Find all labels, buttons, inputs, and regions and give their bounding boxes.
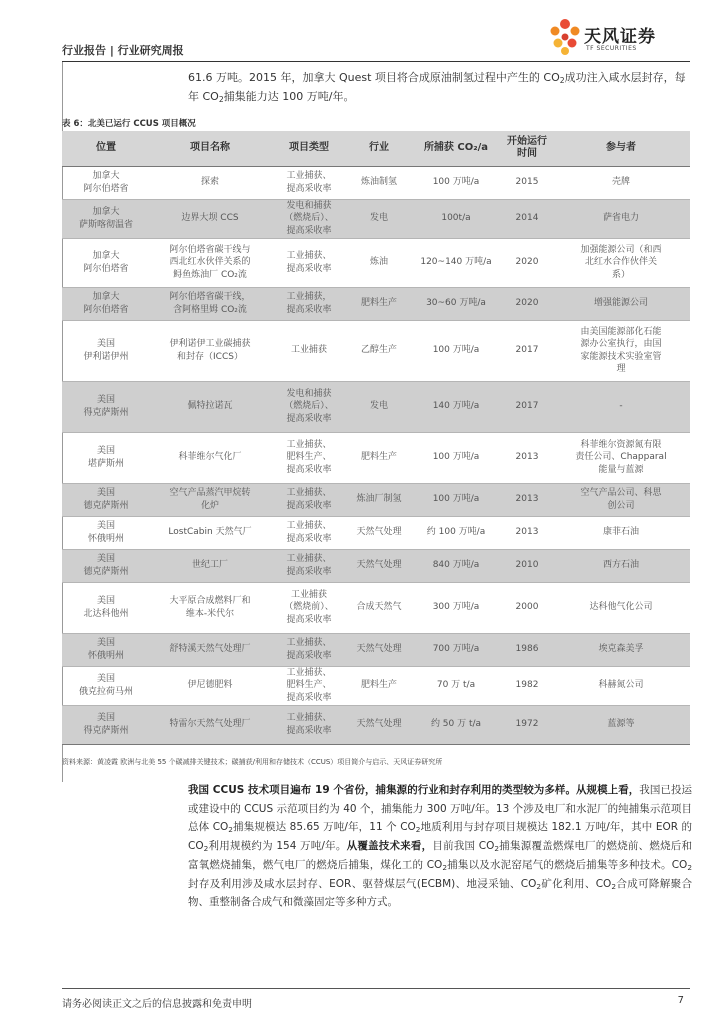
cell-project-type: 工业捕获、 提高采收率 — [270, 483, 348, 516]
logo-english-name: TF SECURITIES — [586, 45, 637, 52]
body-text-4: 利用规模约为 154 万吨/年。 — [208, 840, 347, 853]
cell-participants: 空气产品公司、科思 创公司 — [552, 483, 690, 516]
cell-start-year: 2020 — [502, 287, 552, 320]
cell-location: 美国 怀俄明州 — [62, 633, 150, 666]
cell-participants: 由美国能源部化石能 源办公室执行，由国 家能源技术实验室管 理 — [552, 320, 690, 381]
cell-project-name: 科菲维尔气化厂 — [150, 432, 270, 483]
cell-participants: 加强能源公司（和西 北红水合作伙伴关 系） — [552, 238, 690, 287]
body-sub-9: 2 — [611, 881, 616, 891]
header-project-name: 项目名称 — [150, 131, 270, 166]
cell-participants: 萨省电力 — [552, 199, 690, 238]
cell-project-name: 阿尔伯塔省碳干线与 西北红水伙伴关系的 鲟鱼炼油厂 CO₂流 — [150, 238, 270, 287]
ccus-projects-table — [62, 131, 690, 745]
cell-co2-captured: 100 万吨/a — [410, 432, 502, 483]
cell-industry: 天然气处理 — [348, 549, 410, 582]
table-row — [62, 238, 690, 287]
cell-start-year: 2017 — [502, 381, 552, 432]
cell-start-year: 2013 — [502, 432, 552, 483]
cell-project-type: 发电和捕获 （燃烧后）、 提高采收率 — [270, 381, 348, 432]
cell-industry: 肥料生产 — [348, 432, 410, 483]
cell-project-name: 伊利诺伊工业碳捕获 和封存（ICCS） — [150, 320, 270, 381]
cell-project-type: 工业捕获 — [270, 320, 348, 381]
cell-location: 美国 俄克拉荷马州 — [62, 666, 150, 705]
cell-location: 加拿大 萨斯喀彻温省 — [62, 199, 150, 238]
body-sub-2: 2 — [415, 825, 421, 835]
cell-participants: 西方石油 — [552, 549, 690, 582]
cell-co2-captured: 100 万吨/a — [410, 166, 502, 199]
cell-project-name: 空气产品蒸汽甲烷转 化炉 — [150, 483, 270, 516]
cell-project-type: 工业捕获、 提高采收率 — [270, 705, 348, 744]
header-start-year: 开始运行 时间 — [502, 131, 552, 166]
cell-project-name: 探索 — [150, 166, 270, 199]
cell-co2-captured: 100 万吨/a — [410, 483, 502, 516]
cell-project-name: 特雷尔天然气处理厂 — [150, 705, 270, 744]
cell-participants: 达科他气化公司 — [552, 582, 690, 633]
cell-start-year: 2013 — [502, 516, 552, 549]
table-row — [62, 705, 690, 744]
header-project-type: 项目类型 — [270, 131, 348, 166]
cell-location: 美国 伊利诺伊州 — [62, 320, 150, 381]
table-row — [62, 287, 690, 320]
intro-text-1: 61.6 万吨。2015 年，加拿大 Quest 项目将合成原油制氢过程中产生的 CO — [188, 71, 560, 84]
cell-project-type: 工业捕获， 提高采收率 — [270, 287, 348, 320]
cell-co2-captured: 约 100 万吨/a — [410, 516, 502, 549]
cell-location: 美国 德克萨斯州 — [62, 483, 150, 516]
cell-project-type: 工业捕获、 提高采收率 — [270, 238, 348, 287]
cell-project-type: 工业捕获、 提高采收率 — [270, 633, 348, 666]
table-row — [62, 483, 690, 516]
cell-project-type: 工业捕获、 提高采收率 — [270, 166, 348, 199]
body-text-5: 目前我国 CO — [432, 840, 495, 853]
body-sub-8: 2 — [536, 881, 542, 891]
header-location: 位置 — [62, 131, 150, 166]
intro-text-3: 捕集能力达 100 万吨/年。 — [223, 90, 355, 103]
body-text-9: 矿化利用、CO — [541, 877, 612, 890]
cell-co2-captured: 140 万吨/a — [410, 381, 502, 432]
cell-industry: 肥料生产 — [348, 287, 410, 320]
body-text-10: 合成可降解聚合物、重整制备合成气和微藻固定等多种方式。 — [188, 877, 693, 909]
cell-co2-captured: 100t/a — [410, 199, 502, 238]
cell-location: 美国 得克萨斯州 — [62, 381, 150, 432]
cell-industry: 炼油厂制氢 — [348, 483, 410, 516]
body-sub-5: 2 — [494, 844, 500, 854]
cell-participants: 科菲维尔资源氮有限 责任公司、Chapparal 能量与蓝源 — [552, 432, 690, 483]
body-text-2: 捕集规模达 85.65 万吨/年，11 个 CO — [232, 821, 416, 834]
page-number: 7 — [677, 995, 684, 1006]
cell-industry: 乙醇生产 — [348, 320, 410, 381]
table-row — [62, 320, 690, 381]
cell-start-year: 2020 — [502, 238, 552, 287]
footer-disclaimer: 请务必阅读正文之后的信息披露和免责申明 — [62, 999, 252, 1010]
body-sub-7: 2 — [687, 862, 692, 872]
cell-start-year: 2000 — [502, 582, 552, 633]
cell-industry: 天然气处理 — [348, 516, 410, 549]
cell-co2-captured: 100 万吨/a — [410, 320, 502, 381]
header-co2-captured: 所捕获 CO₂/a — [410, 131, 502, 166]
logo-chinese-name: 天风证券 — [584, 27, 656, 47]
cell-start-year: 2015 — [502, 166, 552, 199]
cell-industry: 发电 — [348, 199, 410, 238]
cell-start-year: 1986 — [502, 633, 552, 666]
body-text-1: 我国已投运或建设中的 CCUS 示范项目约为 40 个，捕集能力 300 万吨/年。13 个涉及电厂和水泥厂的纯捕集示范项目总体 CO — [188, 784, 692, 834]
cell-location: 美国 怀俄明州 — [62, 516, 150, 549]
company-logo — [540, 16, 690, 60]
table-header-row — [62, 131, 690, 166]
cell-location: 美国 得克萨斯州 — [62, 705, 150, 744]
cell-participants: 康菲石油 — [552, 516, 690, 549]
cell-participants: 增强能源公司 — [552, 287, 690, 320]
cell-participants: 蓝源等 — [552, 705, 690, 744]
cell-participants: 埃克森美孚 — [552, 633, 690, 666]
table-source: 资料来源：黄凌霞 欧洲与北美 55 个碳减排关键技术；碳捕获/利用和存储技术（CCUS）项目简介与启示、天风证券研究所 — [62, 758, 443, 766]
intro-paragraph — [188, 68, 692, 106]
cell-co2-captured: 300 万吨/a — [410, 582, 502, 633]
table-row — [62, 666, 690, 705]
body-text-7: 捕集以及水泥窑尾气的燃烧后捕集等多种技术。CO — [447, 858, 688, 871]
cell-industry: 炼油 — [348, 238, 410, 287]
cell-industry: 天然气处理 — [348, 633, 410, 666]
body-text-8: 封存及利用涉及咸水层封存、EOR、驱替煤层气(ECBM)、地浸采铀、CO — [188, 877, 537, 890]
table-row — [62, 166, 690, 199]
body-text-6: 捕集源覆盖燃煤电厂的燃烧前、燃烧后和富氧燃烧捕集，燃气电厂的燃烧后捕集，煤化工的 CO — [188, 840, 693, 871]
cell-industry: 合成天然气 — [348, 582, 410, 633]
cell-co2-captured: 120~140 万吨/a — [410, 238, 502, 287]
table-body — [62, 166, 690, 744]
cell-project-name: LostCabin 天然气厂 — [150, 516, 270, 549]
cell-location: 美国 德克萨斯州 — [62, 549, 150, 582]
cell-start-year: 2010 — [502, 549, 552, 582]
cell-start-year: 2017 — [502, 320, 552, 381]
cell-location: 加拿大 阿尔伯塔省 — [62, 238, 150, 287]
intro-sub-2: 2 — [218, 95, 224, 104]
cell-co2-captured: 30~60 万吨/a — [410, 287, 502, 320]
cell-project-name: 边界大坝 CCS — [150, 199, 270, 238]
intro-sub-1: 2 — [559, 76, 565, 85]
cell-industry: 天然气处理 — [348, 705, 410, 744]
cell-project-name: 大平原合成燃料厂和 维本-米代尔 — [150, 582, 270, 633]
cell-participants: 科赫氮公司 — [552, 666, 690, 705]
cell-participants: - — [552, 381, 690, 432]
table-caption: 表 6：北美已运行 CCUS 项目概况 — [62, 119, 196, 129]
table-row — [62, 633, 690, 666]
cell-project-type: 工业捕获、 肥料生产、 提高采收率 — [270, 666, 348, 705]
cell-project-name: 舒特溪天然气处理厂 — [150, 633, 270, 666]
body-bold-2: 从覆盖技术来看， — [346, 840, 433, 853]
table-row — [62, 549, 690, 582]
table-row — [62, 199, 690, 238]
table-row — [62, 432, 690, 483]
cell-co2-captured: 700 万吨/a — [410, 633, 502, 666]
header-participants: 参与者 — [552, 131, 690, 166]
cell-location: 加拿大 阿尔伯塔省 — [62, 287, 150, 320]
footer-rule — [62, 988, 690, 989]
header-industry: 行业 — [348, 131, 410, 166]
cell-start-year: 2014 — [502, 199, 552, 238]
page-header — [62, 0, 690, 62]
table-row — [62, 516, 690, 549]
cell-participants: 壳牌 — [552, 166, 690, 199]
cell-co2-captured: 70 万 t/a — [410, 666, 502, 705]
cell-location: 美国 堪萨斯州 — [62, 432, 150, 483]
cell-industry: 肥料生产 — [348, 666, 410, 705]
cell-project-type: 工业捕获、 提高采收率 — [270, 549, 348, 582]
cell-industry: 炼油制氢 — [348, 166, 410, 199]
cell-industry: 发电 — [348, 381, 410, 432]
body-sub-6: 2 — [442, 862, 448, 872]
cell-location: 美国 北达科他州 — [62, 582, 150, 633]
table-row — [62, 381, 690, 432]
logo-flower-icon — [548, 18, 582, 56]
cell-project-type: 工业捕获、 肥料生产、 提高采收率 — [270, 432, 348, 483]
cell-project-name: 阿尔伯塔省碳干线， 含阿格里姆 CO₂流 — [150, 287, 270, 320]
cell-co2-captured: 840 万吨/a — [410, 549, 502, 582]
body-sub-3: 2 — [203, 844, 209, 854]
cell-location: 加拿大 阿尔伯塔省 — [62, 166, 150, 199]
body-text-3: 地质利用与封存项目规模达 182.1 万吨/年，其中 EOR 的 CO — [188, 821, 692, 853]
cell-project-name: 伊尼德肥料 — [150, 666, 270, 705]
cell-start-year: 1972 — [502, 705, 552, 744]
cell-start-year: 2013 — [502, 483, 552, 516]
report-category: 行业报告 | 行业研究周报 — [62, 44, 184, 57]
cell-project-name: 世纪工厂 — [150, 549, 270, 582]
cell-project-type: 发电和捕获 （燃烧后）、 提高采收率 — [270, 199, 348, 238]
cell-project-type: 工业捕获、 提高采收率 — [270, 516, 348, 549]
body-bold-1: 我国 CCUS 技术项目遍布 19 个省份，捕集源的行业和封存利用的类型较为多样。从规模上看， — [188, 784, 640, 796]
body-sub-1: 2 — [228, 825, 233, 835]
body-paragraph — [188, 781, 692, 912]
intro-text-2: 成功注入咸水层封存，每年 CO — [188, 71, 686, 103]
cell-project-name: 佩特拉诺瓦 — [150, 381, 270, 432]
cell-co2-captured: 约 50 万 t/a — [410, 705, 502, 744]
cell-project-type: 工业捕获 （燃烧前）、 提高采收率 — [270, 582, 348, 633]
cell-start-year: 1982 — [502, 666, 552, 705]
table-row — [62, 582, 690, 633]
